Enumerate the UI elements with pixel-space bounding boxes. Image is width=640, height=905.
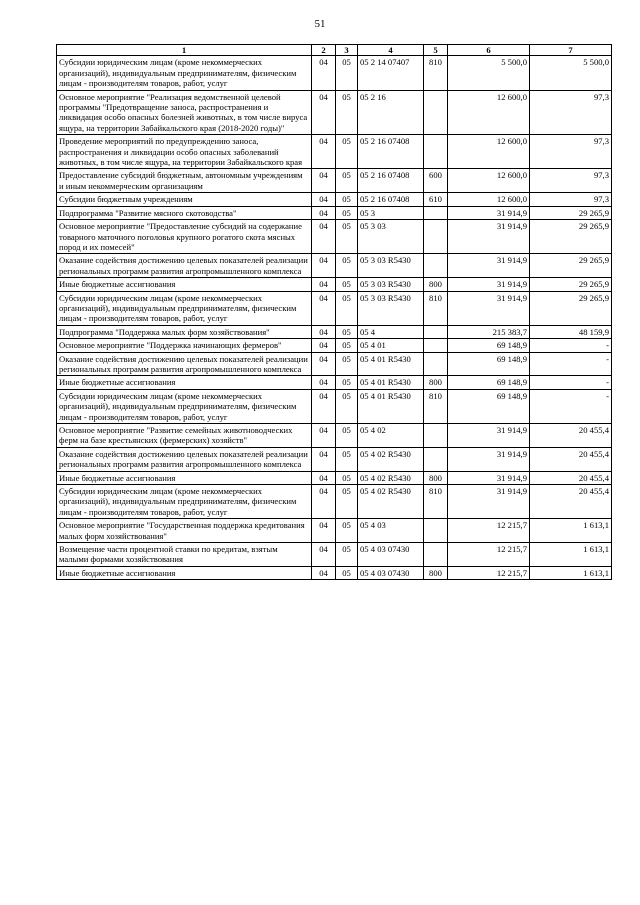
- row-name-cell: Оказание содействия достижению целевых показателей реализации региональных программ развития агропромышленного комплекса: [57, 254, 312, 278]
- column-header: 3: [336, 45, 358, 56]
- column-header: 1: [57, 45, 312, 56]
- target-article-cell: 05 4 01 R5430: [358, 389, 424, 423]
- table-row: [57, 325, 612, 338]
- section-code-cell: 04: [312, 376, 336, 389]
- column-header: 4: [358, 45, 424, 56]
- subsection-code-cell: 05: [336, 485, 358, 519]
- expense-type-cell: [424, 543, 448, 567]
- executed-amount-cell: 20 455,4: [530, 447, 612, 471]
- row-name-cell: Основное мероприятие "Развитие семейных животноводческих ферм на базе крестьянских (фермерских) хозяйств": [57, 424, 312, 448]
- table-row: [57, 352, 612, 376]
- planned-amount-cell: 12 215,7: [448, 543, 530, 567]
- subsection-code-cell: 05: [336, 566, 358, 579]
- table-body: [57, 56, 612, 580]
- row-name-cell: Субсидии юридическим лицам (кроме некоммерческих организаций), индивидуальным предпринимателям, физическим лицам - производителям товаров, работ, услуг: [57, 389, 312, 423]
- table-row: [57, 543, 612, 567]
- table-row: [57, 471, 612, 484]
- target-article-cell: 05 4 03 07430: [358, 566, 424, 579]
- row-name-cell: Иные бюджетные ассигнования: [57, 278, 312, 291]
- section-code-cell: 04: [312, 339, 336, 352]
- subsection-code-cell: 05: [336, 424, 358, 448]
- row-name-cell: Подпрограмма "Развитие мясного скотоводства": [57, 206, 312, 219]
- target-article-cell: 05 3 03 R5430: [358, 278, 424, 291]
- planned-amount-cell: 31 914,9: [448, 291, 530, 325]
- row-name-cell: Возмещение части процентной ставки по кредитам, взятым малыми формами хозяйствования: [57, 543, 312, 567]
- planned-amount-cell: 31 914,9: [448, 471, 530, 484]
- executed-amount-cell: 1 613,1: [530, 519, 612, 543]
- expense-type-cell: [424, 325, 448, 338]
- row-name-cell: Субсидии юридическим лицам (кроме некоммерческих организаций), индивидуальным предпринимателям, физическим лицам - производителям товаров, работ, услуг: [57, 291, 312, 325]
- subsection-code-cell: 05: [336, 169, 358, 193]
- section-code-cell: 04: [312, 291, 336, 325]
- executed-amount-cell: -: [530, 339, 612, 352]
- planned-amount-cell: 12 600,0: [448, 135, 530, 169]
- subsection-code-cell: 05: [336, 376, 358, 389]
- row-name-cell: Подпрограмма "Поддержка малых форм хозяйствования": [57, 325, 312, 338]
- executed-amount-cell: 20 455,4: [530, 424, 612, 448]
- section-code-cell: 04: [312, 325, 336, 338]
- planned-amount-cell: 31 914,9: [448, 254, 530, 278]
- planned-amount-cell: 31 914,9: [448, 485, 530, 519]
- table-row: [57, 206, 612, 219]
- target-article-cell: 05 4 01 R5430: [358, 352, 424, 376]
- section-code-cell: 04: [312, 447, 336, 471]
- target-article-cell: 05 3 03: [358, 220, 424, 254]
- section-code-cell: 04: [312, 352, 336, 376]
- target-article-cell: 05 3: [358, 206, 424, 219]
- expense-type-cell: [424, 135, 448, 169]
- row-name-cell: Субсидии юридическим лицам (кроме некоммерческих организаций), индивидуальным предпринимателям, физическим лицам - производителям товаров, работ, услуг: [57, 56, 312, 90]
- table-header: [57, 45, 612, 56]
- expense-type-cell: [424, 206, 448, 219]
- section-code-cell: 04: [312, 220, 336, 254]
- column-header: 7: [530, 45, 612, 56]
- subsection-code-cell: 05: [336, 471, 358, 484]
- table-row: [57, 447, 612, 471]
- section-code-cell: 04: [312, 389, 336, 423]
- planned-amount-cell: 31 914,9: [448, 424, 530, 448]
- executed-amount-cell: 48 159,9: [530, 325, 612, 338]
- expense-type-cell: 800: [424, 566, 448, 579]
- executed-amount-cell: 29 265,9: [530, 206, 612, 219]
- column-header: 2: [312, 45, 336, 56]
- section-code-cell: 04: [312, 519, 336, 543]
- executed-amount-cell: 1 613,1: [530, 543, 612, 567]
- row-name-cell: Проведение мероприятий по предупреждению заноса, распространения и ликвидации особо опасных заболеваний животных, в том числе ящура, на территории Забайкальского края: [57, 135, 312, 169]
- table-row: [57, 389, 612, 423]
- section-code-cell: 04: [312, 206, 336, 219]
- table-row: [57, 339, 612, 352]
- section-code-cell: 04: [312, 254, 336, 278]
- row-name-cell: Предоставление субсидий бюджетным, автономным учреждениям и иным некоммерческим организациям: [57, 169, 312, 193]
- subsection-code-cell: 05: [336, 339, 358, 352]
- target-article-cell: 05 2 16: [358, 90, 424, 135]
- executed-amount-cell: -: [530, 352, 612, 376]
- target-article-cell: 05 4 02 R5430: [358, 447, 424, 471]
- target-article-cell: 05 3 03 R5430: [358, 291, 424, 325]
- table-row: [57, 376, 612, 389]
- expense-type-cell: 610: [424, 193, 448, 206]
- section-code-cell: 04: [312, 485, 336, 519]
- executed-amount-cell: 1 613,1: [530, 566, 612, 579]
- page-number: 51: [314, 18, 326, 30]
- target-article-cell: 05 4 01 R5430: [358, 376, 424, 389]
- subsection-code-cell: 05: [336, 447, 358, 471]
- planned-amount-cell: 69 148,9: [448, 339, 530, 352]
- subsection-code-cell: 05: [336, 206, 358, 219]
- planned-amount-cell: 31 914,9: [448, 220, 530, 254]
- expense-type-cell: 600: [424, 169, 448, 193]
- row-name-cell: Основное мероприятие "Поддержка начинающих фермеров": [57, 339, 312, 352]
- table-row: [57, 424, 612, 448]
- planned-amount-cell: 12 600,0: [448, 90, 530, 135]
- section-code-cell: 04: [312, 56, 336, 90]
- row-name-cell: Иные бюджетные ассигнования: [57, 376, 312, 389]
- executed-amount-cell: 20 455,4: [530, 471, 612, 484]
- target-article-cell: 05 4 03 07430: [358, 543, 424, 567]
- executed-amount-cell: 29 265,9: [530, 220, 612, 254]
- subsection-code-cell: 05: [336, 90, 358, 135]
- target-article-cell: 05 2 16 07408: [358, 135, 424, 169]
- subsection-code-cell: 05: [336, 352, 358, 376]
- expense-type-cell: 810: [424, 56, 448, 90]
- section-code-cell: 04: [312, 278, 336, 291]
- subsection-code-cell: 05: [336, 254, 358, 278]
- table-row: [57, 193, 612, 206]
- expense-type-cell: 800: [424, 376, 448, 389]
- subsection-code-cell: 05: [336, 389, 358, 423]
- expense-type-cell: [424, 352, 448, 376]
- expense-type-cell: 810: [424, 485, 448, 519]
- planned-amount-cell: 12 215,7: [448, 519, 530, 543]
- row-name-cell: Основное мероприятие "Предоставление субсидий на содержание товарного маточного поголовья крупного рогатого скота мясных пород и их помесей": [57, 220, 312, 254]
- table-row: [57, 485, 612, 519]
- executed-amount-cell: 29 265,9: [530, 291, 612, 325]
- executed-amount-cell: 97,3: [530, 169, 612, 193]
- row-name-cell: Оказание содействия достижению целевых показателей реализации региональных программ развития агропромышленного комплекса: [57, 352, 312, 376]
- table-row: [57, 519, 612, 543]
- planned-amount-cell: 69 148,9: [448, 376, 530, 389]
- subsection-code-cell: 05: [336, 519, 358, 543]
- executed-amount-cell: -: [530, 376, 612, 389]
- section-code-cell: 04: [312, 566, 336, 579]
- executed-amount-cell: 5 500,0: [530, 56, 612, 90]
- section-code-cell: 04: [312, 90, 336, 135]
- row-name-cell: Основное мероприятие "Государственная поддержка кредитования малых форм хозяйствования": [57, 519, 312, 543]
- target-article-cell: 05 4 03: [358, 519, 424, 543]
- row-name-cell: Иные бюджетные ассигнования: [57, 471, 312, 484]
- row-name-cell: Субсидии бюджетным учреждениям: [57, 193, 312, 206]
- planned-amount-cell: 12 215,7: [448, 566, 530, 579]
- target-article-cell: 05 4 02: [358, 424, 424, 448]
- table-row: [57, 90, 612, 135]
- planned-amount-cell: 5 500,0: [448, 56, 530, 90]
- planned-amount-cell: 12 600,0: [448, 193, 530, 206]
- column-header: 5: [424, 45, 448, 56]
- planned-amount-cell: 69 148,9: [448, 389, 530, 423]
- row-name-cell: Основное мероприятие "Реализация ведомственной целевой программы "Предотвращение заноса, распространения и ликвидация особо опасных болезней животных, в том числе вируса ящура, на территории Забайкальского края (2018-2020 годы)": [57, 90, 312, 135]
- row-name-cell: Субсидии юридическим лицам (кроме некоммерческих организаций), индивидуальным предпринимателям, физическим лицам - производителям товаров, работ, услуг: [57, 485, 312, 519]
- table-row: [57, 566, 612, 579]
- section-code-cell: 04: [312, 135, 336, 169]
- target-article-cell: 05 4 02 R5430: [358, 471, 424, 484]
- subsection-code-cell: 05: [336, 220, 358, 254]
- section-code-cell: 04: [312, 424, 336, 448]
- planned-amount-cell: 215 383,7: [448, 325, 530, 338]
- section-code-cell: 04: [312, 169, 336, 193]
- table-row: [57, 56, 612, 90]
- table-row: [57, 278, 612, 291]
- executed-amount-cell: 29 265,9: [530, 254, 612, 278]
- section-code-cell: 04: [312, 543, 336, 567]
- subsection-code-cell: 05: [336, 325, 358, 338]
- executed-amount-cell: 97,3: [530, 193, 612, 206]
- target-article-cell: 05 3 03 R5430: [358, 254, 424, 278]
- executed-amount-cell: 97,3: [530, 135, 612, 169]
- budget-table: [56, 44, 612, 580]
- subsection-code-cell: 05: [336, 291, 358, 325]
- column-header: 6: [448, 45, 530, 56]
- executed-amount-cell: 97,3: [530, 90, 612, 135]
- planned-amount-cell: 31 914,9: [448, 206, 530, 219]
- row-name-cell: Оказание содействия достижению целевых показателей реализации региональных программ развития агропромышленного комплекса: [57, 447, 312, 471]
- section-code-cell: 04: [312, 193, 336, 206]
- subsection-code-cell: 05: [336, 278, 358, 291]
- table-row: [57, 291, 612, 325]
- expense-type-cell: [424, 220, 448, 254]
- table-row: [57, 254, 612, 278]
- target-article-cell: 05 4 02 R5430: [358, 485, 424, 519]
- target-article-cell: 05 2 14 07407: [358, 56, 424, 90]
- expense-type-cell: 800: [424, 471, 448, 484]
- row-name-cell: Иные бюджетные ассигнования: [57, 566, 312, 579]
- section-code-cell: 04: [312, 471, 336, 484]
- planned-amount-cell: 12 600,0: [448, 169, 530, 193]
- subsection-code-cell: 05: [336, 193, 358, 206]
- planned-amount-cell: 69 148,9: [448, 352, 530, 376]
- planned-amount-cell: 31 914,9: [448, 278, 530, 291]
- expense-type-cell: [424, 339, 448, 352]
- target-article-cell: 05 2 16 07408: [358, 193, 424, 206]
- expense-type-cell: [424, 424, 448, 448]
- target-article-cell: 05 2 16 07408: [358, 169, 424, 193]
- expense-type-cell: 810: [424, 291, 448, 325]
- expense-type-cell: 800: [424, 278, 448, 291]
- expense-type-cell: 810: [424, 389, 448, 423]
- expense-type-cell: [424, 447, 448, 471]
- subsection-code-cell: 05: [336, 135, 358, 169]
- executed-amount-cell: -: [530, 389, 612, 423]
- planned-amount-cell: 31 914,9: [448, 447, 530, 471]
- table-row: [57, 135, 612, 169]
- subsection-code-cell: 05: [336, 543, 358, 567]
- expense-type-cell: [424, 519, 448, 543]
- expense-type-cell: [424, 254, 448, 278]
- executed-amount-cell: 20 455,4: [530, 485, 612, 519]
- subsection-code-cell: 05: [336, 56, 358, 90]
- table-row: [57, 220, 612, 254]
- executed-amount-cell: 29 265,9: [530, 278, 612, 291]
- target-article-cell: 05 4: [358, 325, 424, 338]
- target-article-cell: 05 4 01: [358, 339, 424, 352]
- table-row: [57, 169, 612, 193]
- expense-type-cell: [424, 90, 448, 135]
